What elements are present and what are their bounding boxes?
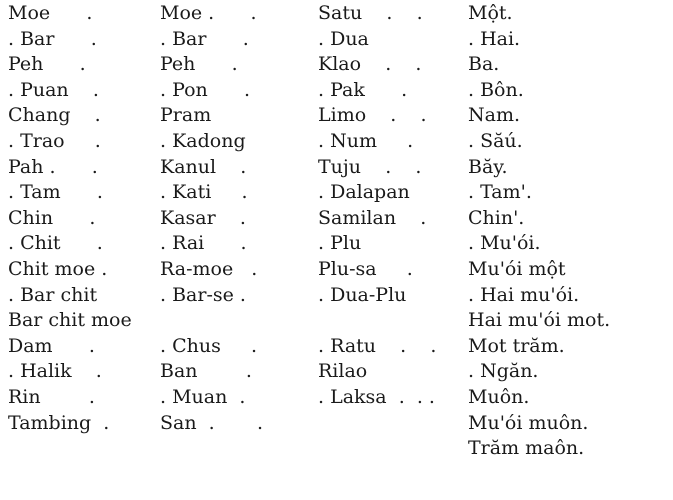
- language-1-word: . Tam .: [8, 181, 103, 204]
- vietnamese-word: . Mu'ói.: [468, 232, 541, 255]
- language-1-word: Tambing .: [8, 411, 110, 434]
- malay-word: . Dalapan: [318, 181, 410, 204]
- language-2-word: Pram: [160, 104, 212, 127]
- language-2-word: San . .: [160, 411, 264, 434]
- malay-word: . Pak .: [318, 78, 408, 101]
- malay-word: . Dua-Plu: [318, 283, 407, 306]
- vietnamese-word: Trăm maôn.: [468, 437, 585, 460]
- vietnamese-word: . Ngăn.: [468, 360, 539, 383]
- language-2-word: Peh .: [160, 53, 238, 76]
- vietnamese-word: . Tam'.: [468, 181, 532, 204]
- language-1-word: . Puan .: [8, 78, 99, 101]
- language-2-word: Moe . .: [160, 2, 257, 24]
- language-2-word: Kanul .: [160, 155, 247, 178]
- malay-word: Samilan .: [318, 206, 427, 229]
- language-1-word: Bar chit moe: [8, 309, 132, 332]
- malay-word: . Num .: [318, 130, 414, 152]
- language-2-word: Ban .: [160, 360, 252, 383]
- language-2-word: . Bar .: [160, 27, 249, 50]
- vietnamese-word: Mu'ói một: [468, 258, 566, 280]
- vietnamese-word: . Hai mu'ói.: [468, 283, 580, 306]
- language-2-word: . Kadong: [160, 130, 246, 152]
- vietnamese-word: Một.: [468, 2, 513, 24]
- language-1-word: . Chit .: [8, 232, 103, 255]
- vietnamese-word: Chin'.: [468, 206, 525, 229]
- language-2-word: . Pon .: [160, 78, 251, 101]
- vietnamese-word: Nam.: [468, 104, 521, 127]
- language-1-word: . Trao .: [8, 130, 101, 152]
- malay-word: Tuju . .: [318, 155, 422, 178]
- vietnamese-word: Mot trăm.: [468, 334, 565, 357]
- language-1-word: . Bar .: [8, 27, 97, 50]
- language-1-word: Moe .: [8, 2, 93, 24]
- malay-word: . Ratu . .: [318, 334, 437, 357]
- malay-word: Limo . .: [318, 104, 427, 127]
- language-1-word: Chin .: [8, 206, 96, 229]
- language-1-word: Pah . .: [8, 155, 98, 178]
- vietnamese-word: . Hai.: [468, 27, 521, 50]
- language-1-word: Rin .: [8, 386, 95, 408]
- vietnamese-word: . Bôn.: [468, 78, 524, 101]
- language-2-word: . Kati .: [160, 181, 248, 204]
- language-2-word: Kasar .: [160, 206, 246, 229]
- vietnamese-word: Hai mu'ói mot.: [468, 309, 611, 332]
- language-1-word: Peh .: [8, 53, 86, 76]
- malay-word: . Plu: [318, 232, 362, 255]
- language-1-word: Chit moe .: [8, 258, 108, 280]
- malay-word: . Laksa . . .: [318, 386, 435, 408]
- vietnamese-word: Mu'ói muôn.: [468, 411, 589, 434]
- malay-word: Rilao: [318, 360, 368, 383]
- malay-word: Plu-sa .: [318, 258, 413, 280]
- language-2-word: . Chus .: [160, 334, 258, 357]
- language-1-word: . Bar chit: [8, 283, 98, 306]
- malay-word: Klao . .: [318, 53, 422, 76]
- language-2-word: . Muan .: [160, 386, 246, 408]
- language-2-word: Ra-moe .: [160, 258, 258, 280]
- language-2-word: . Bar-se .: [160, 283, 246, 306]
- language-1-word: Dam .: [8, 334, 95, 357]
- malay-word: Satu . .: [318, 2, 423, 24]
- vietnamese-word: Băy.: [468, 155, 508, 178]
- vietnamese-word: Muôn.: [468, 386, 530, 408]
- vietnamese-word: . Săú.: [468, 130, 523, 152]
- vietnamese-word: Ba.: [468, 53, 500, 76]
- malay-word: . Dua: [318, 27, 369, 50]
- language-1-word: . Halik .: [8, 360, 102, 383]
- language-1-word: Chang .: [8, 104, 101, 127]
- language-2-word: . Rai .: [160, 232, 247, 255]
